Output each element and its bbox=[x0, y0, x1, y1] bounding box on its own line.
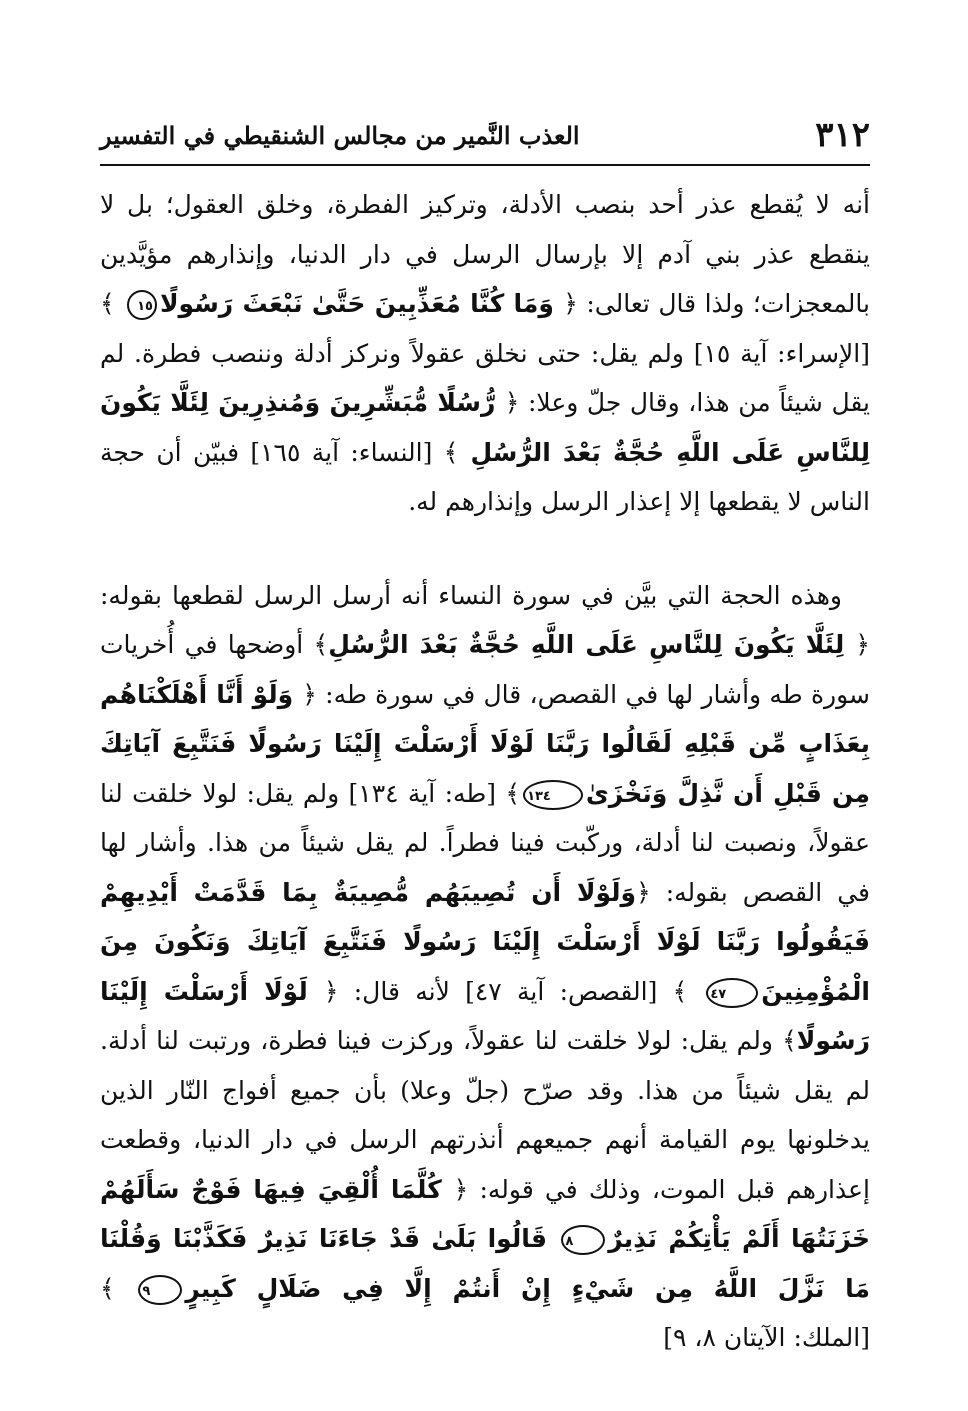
verse-text: كُلَّمَا أُلْقِيَ فِيهَا فَوْجٌ سَأَلَهُمْ خَزَنَتُهَا أَلَمْ يَأْتِكُمْ نَذِيرٌ bbox=[100, 1174, 870, 1253]
verse-open-bracket: ﴿ bbox=[636, 877, 651, 907]
verse-text: لِئَلَّا يَكُونَ لِلنَّاسِ عَلَى اللَّهِ حُجَّةٌ بَعْدَ الرُّسُلِ bbox=[328, 630, 845, 659]
paragraph-1 bbox=[100, 180, 870, 527]
verse-close-bracket: ﴾ bbox=[100, 1273, 115, 1303]
verse-close-bracket: ﴾ bbox=[672, 976, 688, 1006]
body-text-run: [النساء: آية ١٦٥] فبيّن أن حجة الناس لا يقطعها إلا إعذار الرسل وإنذارهم له. bbox=[100, 437, 870, 516]
verse-text: قَالُوا بَلَىٰ قَدْ جَاءَنَا نَذِيرٌ فَكَذَّبْنَا وَقُلْنَا مَا نَزَّلَ اللَّهُ مِن شَيْءٍ إِنْ أَنتُمْ إِلَّا فِي ضَلَالٍ كَبِيرٍ bbox=[100, 1224, 870, 1303]
body-text-run: ولم يقل: لولا خلقت لنا عقولاً، وركزت فينا فطرة، ورتبت لنا أدلة. لم يقل شيئاً من هذا. وقد صرّح (جلّ وعلا) بأن جميع أفواج النّار الذين يدخلونها يوم القيامة أنهم جميعهم أنذرتهم الرسل في دار الدنيا، وقطعت إعذارهم قبل الموت، وذلك في قوله: bbox=[100, 1026, 870, 1204]
body-text bbox=[100, 180, 870, 1363]
verse-close-bracket: ﴾ bbox=[782, 1026, 797, 1055]
quran-verse-isra-15 bbox=[100, 289, 578, 318]
verse-text: لَوْلَا أَرْسَلْتَ إِلَيْنَا رَسُولًا bbox=[100, 976, 870, 1055]
verse-close-bracket: ﴾ bbox=[313, 630, 329, 659]
verse-open-bracket: ﴿ bbox=[453, 1174, 469, 1204]
paragraph-2 bbox=[100, 571, 870, 1363]
verse-open-bracket: ﴿ bbox=[563, 289, 578, 318]
ayah-number-marker: ١٥ bbox=[127, 290, 157, 320]
verse-open-bracket: ﴿ bbox=[855, 630, 870, 659]
ayah-number-marker: ١٣٤ bbox=[523, 780, 583, 810]
running-title: العذب النَّمير من مجالس الشنقيطي في التفسير bbox=[100, 121, 580, 150]
verse-close-bracket: ﴾ bbox=[443, 437, 459, 467]
verse-text: وَمَا كُنَّا مُعَذِّبِينَ حَتَّىٰ نَبْعَثَ رَسُولًا bbox=[159, 289, 554, 318]
verse-text: رُّسُلًا مُّبَشِّرِينَ وَمُنذِرِينَ لِئَلَّا يَكُونَ لِلنَّاسِ عَلَى اللَّهِ حُجَّةٌ بَعْدَ الرُّسُلِ bbox=[100, 388, 870, 467]
body-text-run: [طه: آية ١٣٤] ولم يقل: لولا خلقت لنا عقولاً، ونصبت لنا أدلة، وركّبت فينا فطراً. لم يقل شيئاً من هذا. وأشار لها في القصص بقوله: bbox=[100, 778, 871, 907]
body-text-run: [الإسراء: آية ١٥] ولم يقل: حتى نخلق عقولاً ونركز أدلة وننصب فطرة. لم يقل شيئاً من هذا، وقال جلّ وعلا: bbox=[100, 338, 870, 417]
page-number: ٣١٢ bbox=[815, 115, 870, 155]
verse-close-bracket: ﴾ bbox=[505, 778, 521, 808]
header-divider bbox=[100, 164, 870, 166]
verse-text: وَلَوْلَا أَن تُصِيبَهُم مُّصِيبَةٌ بِمَا قَدَّمَتْ أَيْدِيهِمْ فَيَقُولُوا رَبَّنَا لَوْلَا أَرْسَلْتَ إِلَيْنَا رَسُولًا فَنَتَّبِعَ آيَاتِكَ وَنَكُونَ مِنَ الْمُؤْمِنِينَ bbox=[100, 877, 870, 1006]
body-text-run: [القصص: آية ٤٧] لأنه قال: bbox=[338, 976, 673, 1006]
verse-text: وَلَوْ أَنَّا أَهْلَكْنَاهُم بِعَذَابٍ مِّن قَبْلِهِ لَقَالُوا رَبَّنَا لَوْلَا أَرْسَلْتَ إِلَيْنَا رَسُولًا فَنَتَّبِعَ آيَاتِكَ مِن قَبْلِ أَن نَّذِلَّ وَنَخْزَىٰ bbox=[100, 679, 870, 808]
ayah-number-marker: ٤٧ bbox=[706, 978, 758, 1008]
surah-reference: [الملك: الآيتان ٨، ٩] bbox=[663, 1323, 870, 1352]
verse-open-bracket: ﴿ bbox=[302, 679, 317, 709]
quran-verse-nisa-165-repeat bbox=[314, 630, 870, 659]
ayah-number-marker: ٩ bbox=[138, 1275, 182, 1305]
verse-close-bracket: ﴾ bbox=[100, 289, 115, 318]
body-text-run: وهذه الحجة التي بيَّن في سورة النساء أنه أرسل الرسل لقطعها بقوله: bbox=[100, 580, 842, 610]
verse-open-bracket: ﴿ bbox=[504, 388, 520, 417]
ayah-number-marker: ٨ bbox=[561, 1225, 605, 1255]
body-text-run: أنه لا يُقطع عذر أحد بنصب الأدلة، وتركيز الفطرة، وخلق العقول؛ بل لا ينقطع عذر بني آدم إلا بإرسال الرسل في دار الدنيا، وإنذارهم مؤيَّدين بالمعجزات؛ ولذا قال تعالى: bbox=[100, 190, 870, 318]
verse-open-bracket: ﴿ bbox=[323, 976, 339, 1006]
body-text-run: أوضحها في أُخريات سورة طه وأشار لها في القصص، قال في سورة طه: bbox=[100, 630, 870, 709]
page-header bbox=[100, 108, 870, 158]
